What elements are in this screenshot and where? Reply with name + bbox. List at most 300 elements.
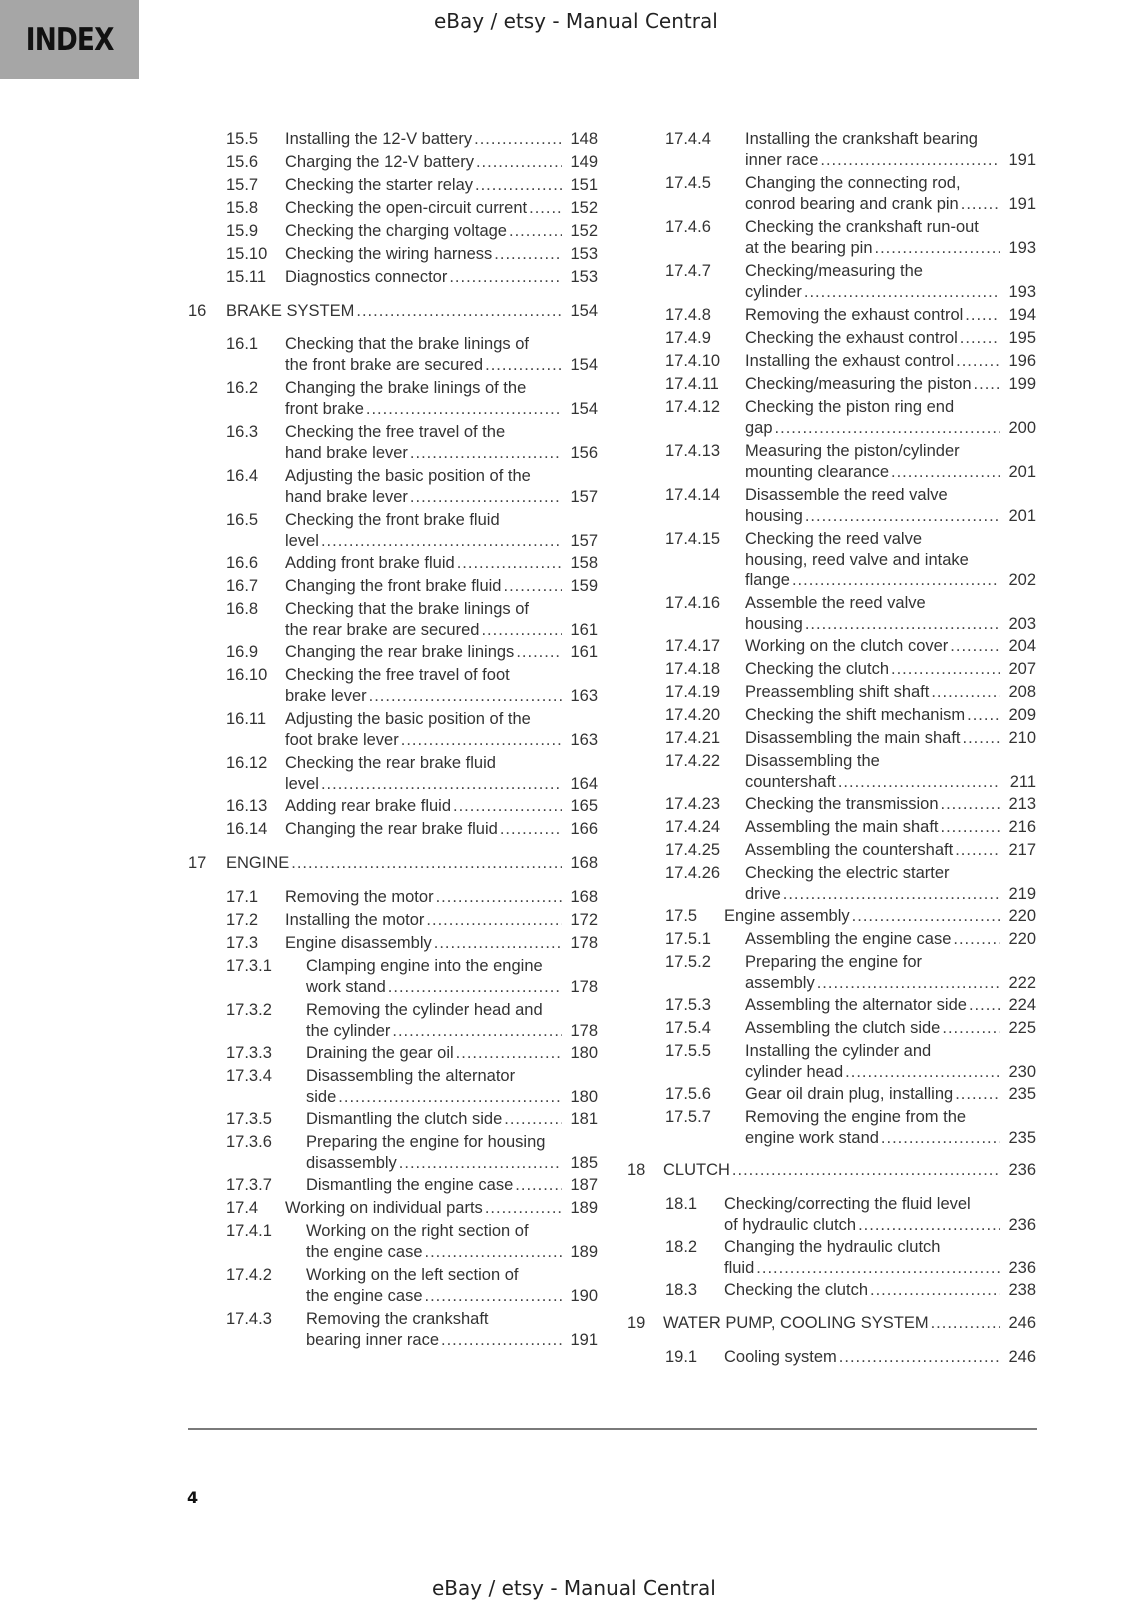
dot-leader — [805, 506, 1000, 527]
toc-entry-number: 16 — [188, 302, 207, 320]
toc-entry-title: hand brake lever — [285, 487, 408, 506]
toc-entry-page: 200 — [1008, 418, 1036, 437]
dot-leader — [891, 462, 1000, 483]
toc-entry-title: side — [306, 1087, 337, 1106]
toc-entry-page: 163 — [570, 686, 598, 705]
toc-entry-title: Assembling the clutch side — [745, 1019, 941, 1037]
toc-entry-title: Checking/measuring the — [745, 262, 923, 280]
toc-entry-page: 166 — [570, 820, 598, 838]
toc-entry-page: 151 — [570, 176, 598, 194]
toc-entry-title: Measuring the piston/cylinder — [745, 442, 960, 460]
toc-entry-title: level — [285, 774, 319, 793]
toc-entry-title: assembly — [745, 973, 815, 992]
dot-leader — [529, 198, 562, 219]
dot-leader — [961, 194, 1000, 215]
toc-entry-title: Installing the motor — [285, 911, 425, 929]
dot-leader — [845, 1062, 1000, 1083]
toc-entry-page: 193 — [1008, 282, 1036, 301]
toc-entry-title: engine work stand — [745, 1128, 879, 1147]
toc-entry-page: 185 — [570, 1153, 598, 1172]
toc-entry-number: 16.13 — [226, 797, 268, 815]
toc-entry-title: Checking the free travel of the — [285, 423, 506, 441]
toc-entry-number: 17.5.4 — [665, 1019, 711, 1037]
toc-entry-page: 158 — [570, 554, 598, 572]
toc-entry-number: 17.4.7 — [665, 262, 711, 280]
toc-entry-page: 224 — [1008, 996, 1036, 1014]
dot-leader — [775, 418, 1000, 439]
header-title: eBay / etsy - Manual Central — [434, 9, 718, 33]
toc-entry-page: 180 — [570, 1087, 598, 1106]
toc-entry-number: 19 — [627, 1314, 646, 1332]
toc-entry-title: Working on the clutch cover — [745, 637, 949, 655]
toc-entry-number: 17.4.26 — [665, 864, 721, 882]
toc-entry-title: cylinder — [745, 282, 802, 301]
toc-entry-page: 201 — [1008, 462, 1036, 481]
dot-leader — [481, 620, 562, 641]
dot-leader — [457, 553, 562, 574]
toc-entry-title: the cylinder — [306, 1021, 391, 1040]
dot-leader — [974, 374, 1000, 395]
dot-leader — [399, 1153, 562, 1174]
toc-entry-title: Removing the crankshaft — [306, 1310, 489, 1328]
toc-entry-number: 17 — [188, 854, 207, 872]
toc-entry-title: Changing the front brake fluid — [285, 577, 502, 595]
toc-entry-page: 219 — [1008, 884, 1036, 903]
toc-entry-number: 17.1 — [226, 888, 259, 906]
dot-leader — [388, 977, 562, 998]
toc-entry-title: Checking the starter relay — [285, 176, 474, 194]
toc-entry-title: Working on the right section of — [306, 1222, 529, 1240]
toc-entry-title: Adding front brake fluid — [285, 554, 455, 572]
dot-leader — [953, 929, 1000, 950]
toc-entry-page: 178 — [570, 1021, 598, 1040]
toc-entry-number: 17.4.4 — [665, 130, 711, 148]
toc-entry-number: 15.8 — [226, 199, 259, 217]
dot-leader — [804, 282, 1000, 303]
toc-entry-title: work stand — [306, 977, 386, 996]
dot-leader — [476, 152, 562, 173]
toc-entry-number: 17.4.3 — [226, 1310, 272, 1328]
dot-leader — [931, 1313, 1000, 1334]
toc-entry-number: 17.3.2 — [226, 1001, 272, 1019]
dot-leader — [425, 1242, 562, 1263]
dot-leader — [881, 1128, 1000, 1149]
toc-entry-number: 17.4.13 — [665, 442, 721, 460]
toc-entry-title: the engine case — [306, 1242, 423, 1261]
toc-entry-title: of hydraulic clutch — [724, 1215, 857, 1234]
dot-leader — [969, 995, 1000, 1016]
toc-entry-title: countershaft — [745, 772, 836, 791]
toc-entry-title: Installing the exhaust control — [745, 352, 955, 370]
toc-entry-title: Disassemble the reed valve — [745, 486, 948, 504]
toc-entry-number: 18.2 — [665, 1238, 698, 1256]
dot-leader — [509, 221, 562, 242]
toc-entry-number: 16.14 — [226, 820, 268, 838]
toc-entry-page: 194 — [1008, 306, 1036, 324]
toc-entry-title: hand brake lever — [285, 443, 408, 462]
dot-leader — [453, 796, 562, 817]
dot-leader — [356, 301, 562, 322]
toc-entry-number: 17.4.21 — [665, 729, 721, 747]
toc-entry-page: 189 — [570, 1199, 598, 1217]
toc-entry-number: 17.5 — [665, 907, 698, 925]
toc-entry-page: 191 — [1008, 194, 1036, 213]
toc-entry-number: 18.1 — [665, 1195, 698, 1213]
footer-title: eBay / etsy - Manual Central — [432, 1576, 716, 1600]
toc-entry-number: 17.5.2 — [665, 953, 711, 971]
toc-entry-page: 153 — [570, 268, 598, 286]
toc-entry-title: Checking the clutch — [745, 660, 889, 678]
dot-leader — [960, 328, 1000, 349]
toc-entry-title: Checking/correcting the fluid level — [724, 1195, 971, 1213]
toc-entry-page: 156 — [570, 443, 598, 462]
toc-entry-page: 191 — [570, 1330, 598, 1349]
toc-entry-number: 17.4.9 — [665, 329, 711, 347]
toc-entry-title: Adjusting the basic position of the — [285, 467, 531, 485]
toc-entry-page: 172 — [570, 911, 598, 929]
dot-leader — [942, 1018, 1000, 1039]
dot-leader — [291, 853, 562, 874]
toc-entry-title: drive — [745, 884, 781, 903]
toc-entry-page: 163 — [570, 730, 598, 749]
toc-entry-number: 17.4.1 — [226, 1222, 272, 1240]
dot-leader — [410, 443, 562, 464]
toc-entry-title: Working on the left section of — [306, 1266, 519, 1284]
toc-entry-page: 207 — [1008, 660, 1036, 678]
toc-entry-title: the front brake are secured — [285, 355, 484, 374]
toc-entry-title: Assembling the main shaft — [745, 818, 939, 836]
toc-entry-page: 199 — [1008, 375, 1036, 393]
toc-entry-number: 17.3.5 — [226, 1110, 272, 1128]
toc-entry-number: 19.1 — [665, 1348, 698, 1366]
toc-entry-title: at the bearing pin — [745, 238, 873, 257]
toc-entry-number: 17.4.22 — [665, 752, 721, 770]
toc-entry-title: Assembling the countershaft — [745, 841, 954, 859]
toc-entry-number: 16.7 — [226, 577, 259, 595]
toc-entry-title: brake lever — [285, 686, 367, 705]
toc-entry-number: 17.4.8 — [665, 306, 711, 324]
toc-entry-title: fluid — [724, 1258, 755, 1277]
toc-entry-title: Disassembling the main shaft — [745, 729, 961, 747]
dot-leader — [955, 840, 1000, 861]
toc-entry-page: 246 — [1008, 1348, 1036, 1366]
toc-entry-title: Checking that the brake linings of — [285, 600, 529, 618]
toc-entry-number: 15.11 — [226, 268, 267, 286]
toc-entry-number: 16.10 — [226, 666, 268, 684]
toc-entry-number: 17.4.24 — [665, 818, 721, 836]
toc-entry-title: Removing the motor — [285, 888, 434, 906]
toc-entry-title: Installing the 12-V battery — [285, 130, 473, 148]
toc-entry-page: 220 — [1008, 930, 1036, 948]
toc-entry-title: Checking the shift mechanism — [745, 706, 966, 724]
dot-leader — [436, 887, 562, 908]
toc-entry-page: 178 — [570, 934, 598, 952]
toc-entry-page: 159 — [570, 577, 598, 595]
toc-entry-title: Preparing the engine for housing — [306, 1133, 546, 1151]
toc-entry-page: 154 — [570, 399, 598, 418]
toc-entry-page: 152 — [570, 199, 598, 217]
toc-entry-number: 17.4.15 — [665, 530, 721, 548]
toc-entry-page: 193 — [1008, 238, 1036, 257]
toc-entry-number: 17.3 — [226, 934, 259, 952]
toc-entry-title: Dismantling the engine case — [306, 1176, 514, 1194]
toc-entry-title: the rear brake are secured — [285, 620, 480, 639]
dot-leader — [858, 1215, 1000, 1236]
toc-entry-page: 190 — [570, 1286, 598, 1305]
toc-entry-page: 152 — [570, 222, 598, 240]
toc-entry-number: 17.4 — [226, 1199, 259, 1217]
toc-entry-title: Installing the cylinder and — [745, 1042, 932, 1060]
toc-entry-title: conrod bearing and crank pin — [745, 194, 959, 213]
toc-entry-title: mounting clearance — [745, 462, 890, 481]
toc-entry-title: Removing the cylinder head and — [306, 1001, 543, 1019]
toc-entry-number: 17.5.1 — [665, 930, 711, 948]
toc-entry-title: Removing the engine from the — [745, 1108, 967, 1126]
toc-entry-title: Checking the charging voltage — [285, 222, 507, 240]
toc-entry-number: 16.12 — [226, 754, 268, 772]
toc-entry-title: Changing the rear brake linings — [285, 643, 515, 661]
toc-entry-number: 17.3.3 — [226, 1044, 272, 1062]
toc-entry-number: 15.6 — [226, 153, 259, 171]
toc-entry-number: 18 — [627, 1161, 646, 1179]
toc-entry-number: 17.4.18 — [665, 660, 721, 678]
toc-entry-title: Checking the rear brake fluid — [285, 754, 496, 772]
toc-entry-number: 16.1 — [226, 335, 259, 353]
toc-entry-title: Dismantling the clutch side — [306, 1110, 503, 1128]
dot-leader — [891, 659, 1000, 680]
toc-entry-page: 217 — [1008, 841, 1036, 859]
toc-entry-title: Checking the crankshaft run-out — [745, 218, 979, 236]
toc-entry-title: Checking the free travel of foot — [285, 666, 510, 684]
toc-entry-number: 17.5.5 — [665, 1042, 711, 1060]
toc-entry-page: 189 — [570, 1242, 598, 1261]
dot-leader — [941, 817, 1000, 838]
toc-entry-page: 246 — [1008, 1314, 1036, 1332]
dot-leader — [504, 1109, 562, 1130]
toc-entry-title: housing, reed valve and intake — [745, 550, 969, 569]
toc-entry-number: 17.4.5 — [665, 174, 711, 192]
toc-entry-number: 17.4.25 — [665, 841, 721, 859]
toc-entry-title: Preassembling shift shaft — [745, 683, 930, 701]
toc-entry-page: 165 — [570, 797, 598, 815]
toc-entry-title: CLUTCH — [663, 1161, 730, 1179]
dot-leader — [817, 973, 1000, 994]
toc-entry-page: 210 — [1008, 729, 1036, 747]
toc-entry-number: 15.7 — [226, 176, 259, 194]
toc-entry-number: 16.8 — [226, 600, 259, 618]
toc-entry-title: Cooling system — [724, 1348, 837, 1366]
toc-entry-page: 203 — [1008, 614, 1036, 633]
toc-entry-number: 17.2 — [226, 911, 259, 929]
toc-entry-title: Working on individual parts — [285, 1199, 483, 1217]
toc-entry-title: Checking the open-circuit current — [285, 199, 528, 217]
toc-entry-page: 230 — [1008, 1062, 1036, 1081]
toc-entry-title: Checking the clutch — [724, 1281, 868, 1299]
toc-entry-page: 154 — [570, 355, 598, 374]
toc-entry-page: 154 — [570, 302, 598, 320]
toc-entry-page: 209 — [1008, 706, 1036, 724]
dot-leader — [392, 1021, 562, 1042]
index-tab-label: INDEX — [25, 21, 114, 58]
toc-entry-title: Disassembling the — [745, 752, 880, 770]
dot-leader — [955, 1084, 1000, 1105]
dot-leader — [792, 570, 1000, 591]
dot-leader — [783, 884, 1000, 905]
toc-entry-title: the engine case — [306, 1286, 423, 1305]
toc-entry-page: 236 — [1008, 1161, 1036, 1179]
dot-leader — [425, 1286, 562, 1307]
toc-entry-title: foot brake lever — [285, 730, 399, 749]
toc-entry-page: 208 — [1008, 683, 1036, 701]
toc-entry-number: 17.4.11 — [665, 375, 719, 393]
dot-leader — [931, 682, 1000, 703]
toc-entry-title: Gear oil drain plug, installing — [745, 1085, 954, 1103]
toc-entry-title: Changing the hydraulic clutch — [724, 1238, 941, 1256]
toc-entry-title: Checking the transmission — [745, 795, 939, 813]
toc-entry-number: 17.3.4 — [226, 1067, 272, 1085]
dot-leader — [516, 642, 562, 663]
toc-entry-number: 17.4.6 — [665, 218, 711, 236]
toc-entry-page: 225 — [1008, 1019, 1036, 1037]
toc-entry-page: 213 — [1008, 795, 1036, 813]
toc-entry-page: 148 — [570, 130, 598, 148]
toc-entry-title: housing — [745, 506, 803, 525]
dot-leader — [805, 614, 1000, 635]
toc-entry-page: 187 — [570, 1176, 598, 1194]
page-number: 4 — [187, 1488, 199, 1507]
footer-divider — [188, 1428, 1037, 1430]
toc-entry-title: Checking the wiring harness — [285, 245, 493, 263]
dot-leader — [475, 175, 562, 196]
dot-leader — [410, 487, 562, 508]
toc-entry-page: 191 — [1008, 150, 1036, 169]
dot-leader — [838, 772, 1000, 793]
toc-entry-title: Diagnostics connector — [285, 268, 448, 286]
toc-entry-title: Preparing the engine for — [745, 953, 923, 971]
toc-entry-page: 235 — [1008, 1128, 1036, 1147]
toc-entry-title: front brake — [285, 399, 364, 418]
toc-entry-page: 211 — [1009, 772, 1036, 791]
dot-leader — [870, 1280, 1000, 1301]
dot-leader — [839, 1347, 1000, 1368]
toc-entry-title: Charging the 12-V battery — [285, 153, 474, 171]
toc-entry-number: 16.5 — [226, 511, 259, 529]
toc-entry-page: 168 — [570, 888, 598, 906]
dot-leader — [875, 238, 1000, 259]
dot-leader — [500, 819, 562, 840]
toc-entry-page: 181 — [570, 1110, 598, 1128]
dot-leader — [474, 129, 562, 150]
dot-leader — [494, 244, 562, 265]
toc-entry-title: Checking/measuring the piston — [745, 375, 972, 393]
toc-entry-number: 17.4.17 — [665, 637, 721, 655]
toc-entry-title: level — [285, 531, 319, 550]
dot-leader — [366, 399, 562, 420]
dot-leader — [449, 267, 562, 288]
dot-leader — [941, 794, 1000, 815]
dot-leader — [965, 305, 1000, 326]
dot-leader — [485, 1198, 562, 1219]
toc-entry-page: 164 — [570, 774, 598, 793]
toc-entry-title: Draining the gear oil — [306, 1044, 454, 1062]
dot-leader — [963, 728, 1000, 749]
toc-entry-number: 16.11 — [226, 710, 267, 728]
dot-leader — [369, 686, 562, 707]
toc-entry-page: 202 — [1008, 571, 1036, 589]
toc-entry-title: cylinder head — [745, 1062, 844, 1081]
toc-entry-number: 17.3.7 — [226, 1176, 272, 1194]
toc-entry-title: ENGINE — [226, 854, 290, 872]
toc-entry-number: 17.3.6 — [226, 1133, 272, 1151]
dot-leader — [950, 636, 1000, 657]
dot-leader — [338, 1087, 562, 1108]
toc-entry-title: Checking the exhaust control — [745, 329, 958, 347]
toc-entry-number: 17.4.14 — [665, 486, 721, 504]
toc-entry-page: 216 — [1008, 818, 1036, 836]
toc-entry-title: bearing inner race — [306, 1330, 439, 1349]
toc-entry-number: 16.4 — [226, 467, 259, 485]
toc-entry-page: 161 — [570, 620, 598, 639]
toc-entry-title: BRAKE SYSTEM — [226, 302, 355, 320]
toc-entry-title: Adding rear brake fluid — [285, 797, 452, 815]
toc-entry-number: 17.4.19 — [665, 683, 721, 701]
toc-entry-page: 196 — [1008, 352, 1036, 370]
dot-leader — [401, 730, 562, 751]
dot-leader — [456, 1043, 562, 1064]
toc-entry-title: Assembling the engine case — [745, 930, 952, 948]
toc-entry-title: Removing the exhaust control — [745, 306, 964, 324]
toc-entry-page: 195 — [1008, 329, 1036, 347]
dot-leader — [321, 774, 562, 795]
toc-entry-title: Checking the reed valve — [745, 530, 923, 548]
toc-entry-number: 17.4.23 — [665, 795, 721, 813]
toc-entry-title: Adjusting the basic position of the — [285, 710, 531, 728]
toc-entry-page: 204 — [1008, 637, 1036, 655]
toc-entry-page: 201 — [1008, 506, 1036, 525]
dot-leader — [820, 150, 1000, 171]
toc-entry-number: 16.3 — [226, 423, 259, 441]
dot-leader — [321, 531, 562, 552]
toc-entry-number: 16.6 — [226, 554, 259, 572]
toc-entry-page: 157 — [570, 487, 598, 506]
toc-entry-number: 17.3.1 — [226, 957, 272, 975]
dot-leader — [756, 1258, 1000, 1279]
toc-entry-title: gap — [745, 418, 773, 437]
dot-leader — [426, 910, 562, 931]
toc-entry-title: Disassembling the alternator — [306, 1067, 516, 1085]
toc-entry-page: 153 — [570, 245, 598, 263]
toc-entry-number: 16.9 — [226, 643, 259, 661]
toc-entry-title: Checking the front brake fluid — [285, 511, 500, 529]
toc-entry-page: 222 — [1008, 973, 1036, 992]
dot-leader — [852, 906, 1000, 927]
toc-entry-number: 17.5.3 — [665, 996, 711, 1014]
toc-entry-number: 18.3 — [665, 1281, 698, 1299]
dot-leader — [967, 705, 1000, 726]
toc-entry-number: 15.9 — [226, 222, 259, 240]
toc-entry-page: 180 — [570, 1044, 598, 1062]
toc-entry-page: 236 — [1008, 1215, 1036, 1234]
toc-entry-page: 168 — [570, 854, 598, 872]
toc-entry-title: Installing the crankshaft bearing — [745, 130, 978, 148]
toc-entry-page: 161 — [570, 643, 598, 661]
toc-entry-number: 17.4.10 — [665, 352, 721, 370]
toc-entry-title: WATER PUMP, COOLING SYSTEM — [663, 1314, 929, 1332]
toc-entry-title: Checking the piston ring end — [745, 398, 955, 416]
toc-entry-title: housing — [745, 614, 803, 633]
toc-entry-title: Engine disassembly — [285, 934, 432, 952]
dot-leader — [515, 1175, 562, 1196]
